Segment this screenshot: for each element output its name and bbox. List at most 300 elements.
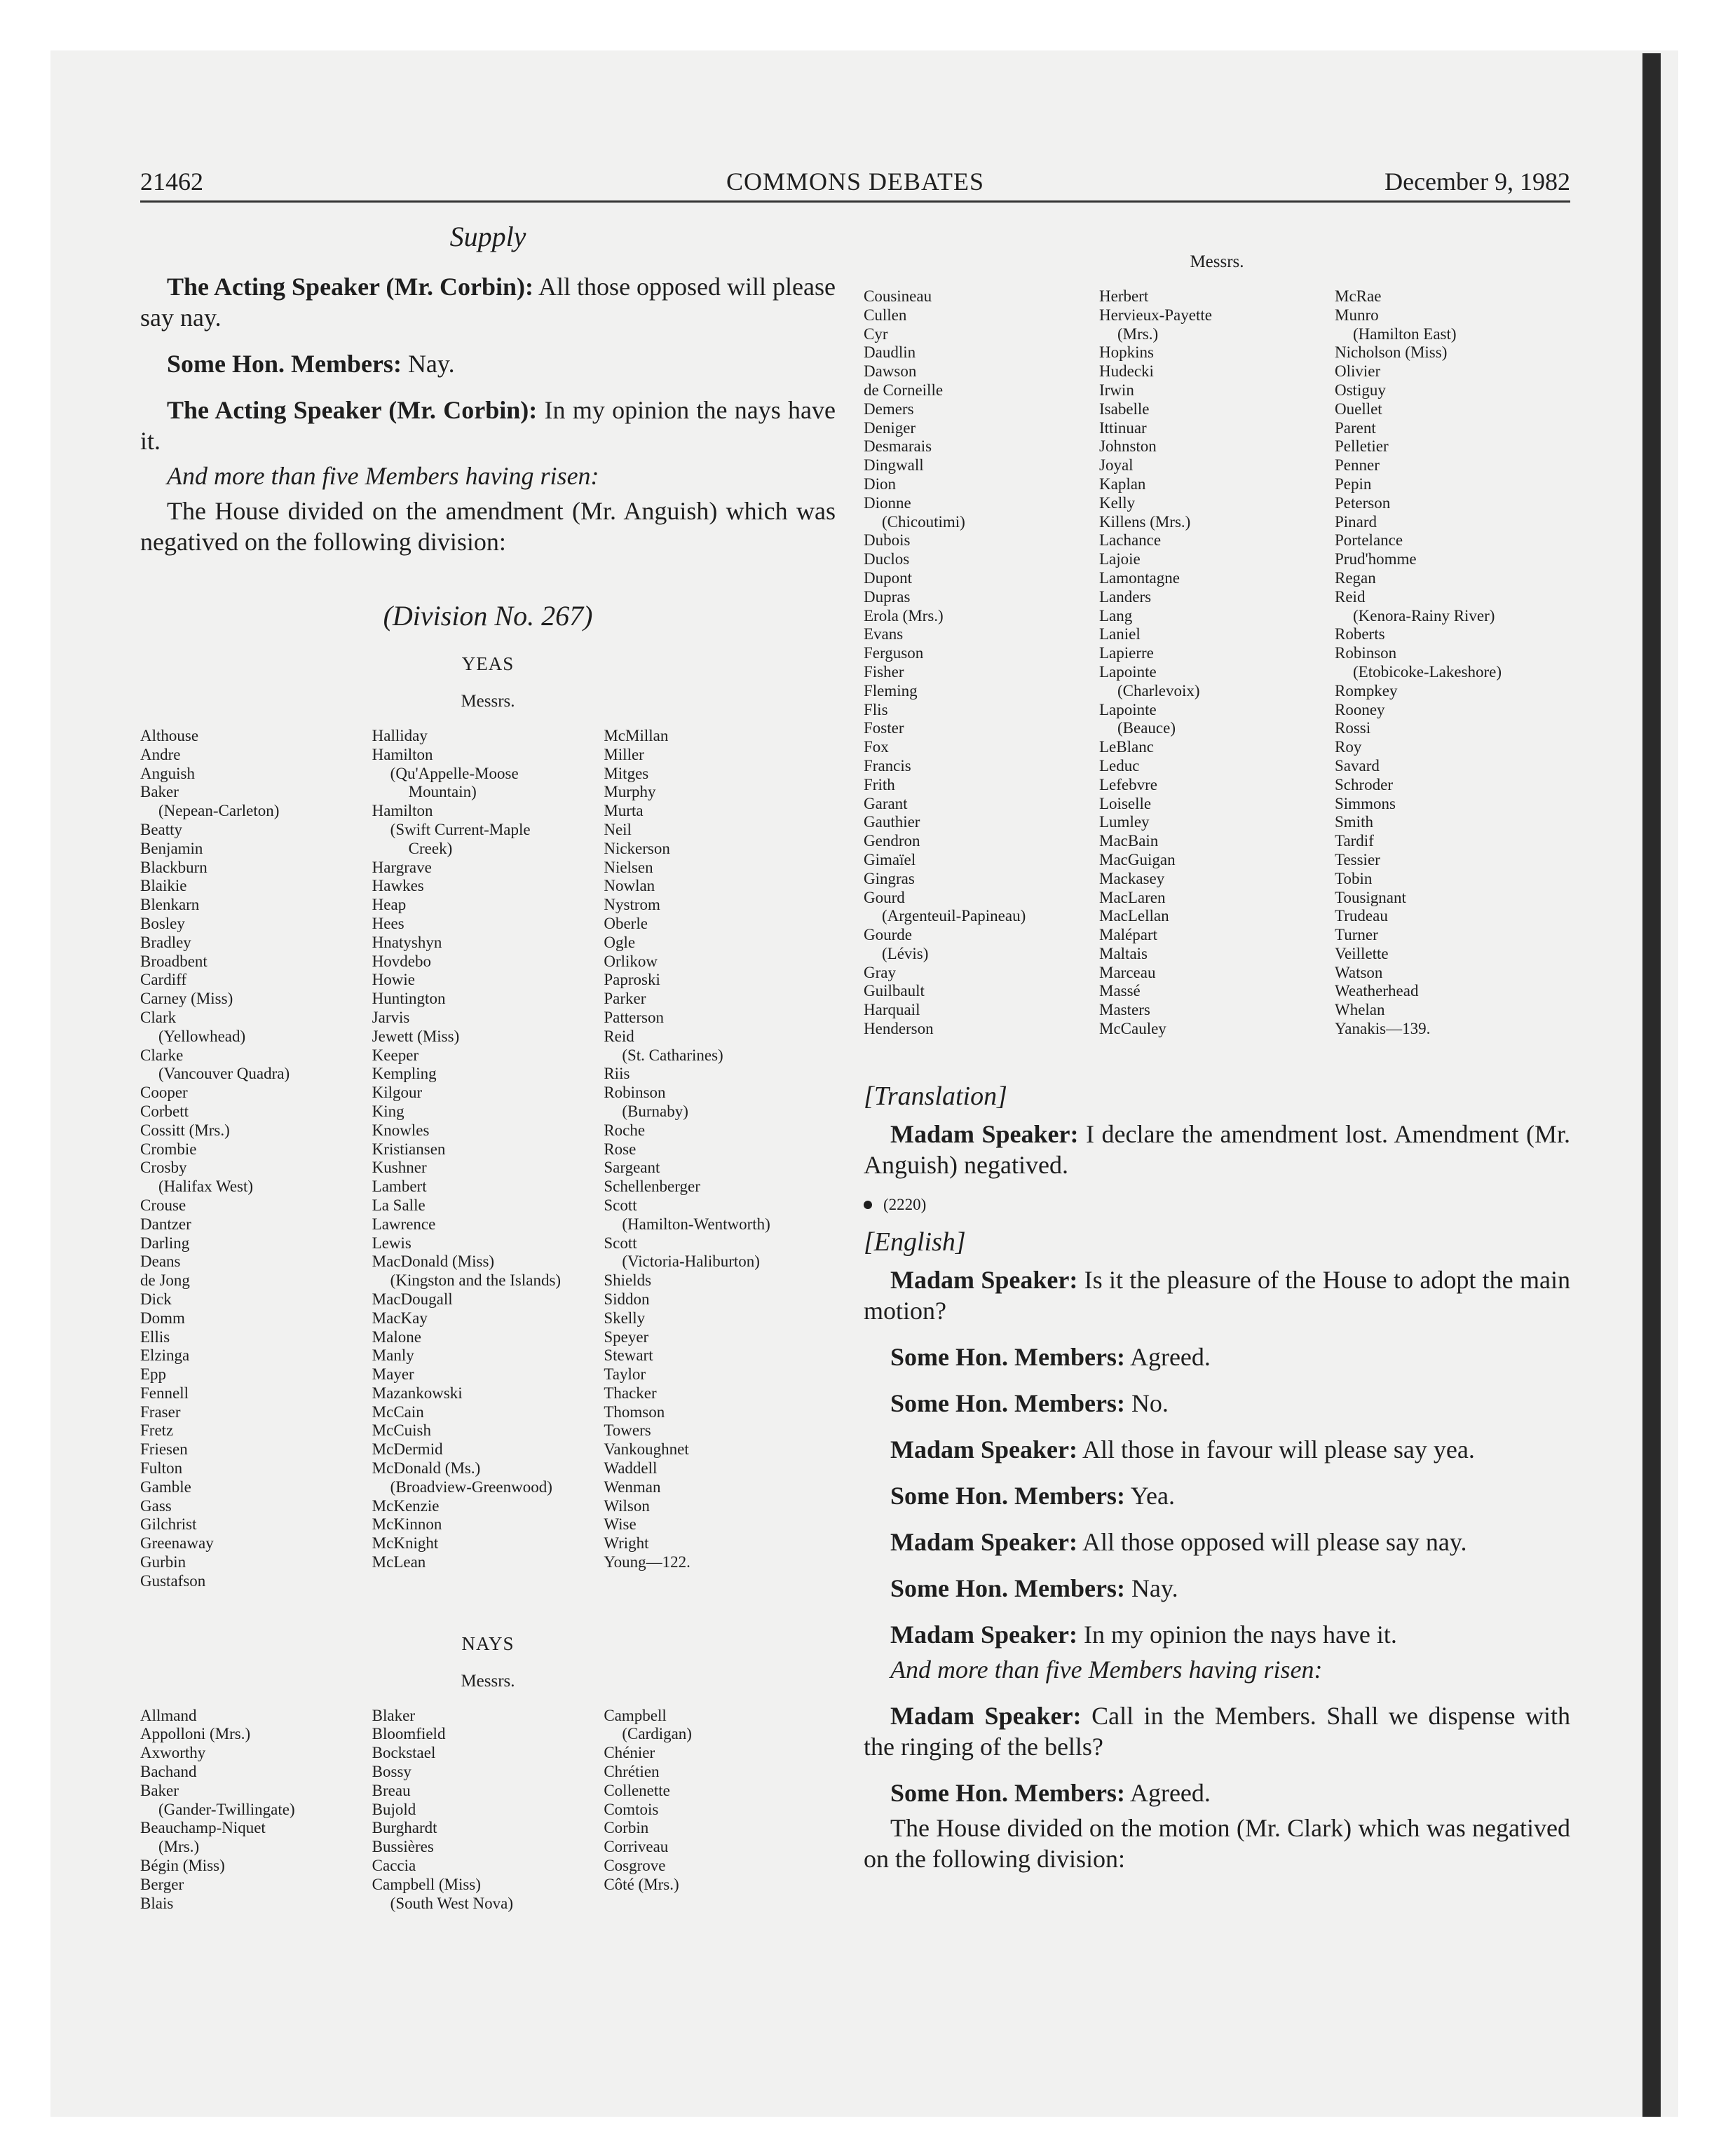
paragraph xyxy=(864,1119,1570,1180)
member-name: Laniel xyxy=(1099,625,1141,643)
member-name: Gass xyxy=(140,1496,172,1515)
name-column xyxy=(140,727,372,1591)
member-name: (Kingston and the Islands) xyxy=(390,1271,562,1290)
member-name: Allmand xyxy=(140,1706,197,1724)
member-name: Robinson xyxy=(604,1084,666,1102)
speech-text: Nay. xyxy=(401,350,455,378)
member-name: Gimaïel xyxy=(864,850,916,868)
member-name: McDermid xyxy=(372,1440,443,1459)
member-name: Tardif xyxy=(1335,832,1374,850)
yeas-heading: YEAS xyxy=(461,653,515,674)
speaker-name: Some Hon. Members: xyxy=(890,1389,1125,1417)
page-date: December 9, 1982 xyxy=(1384,168,1570,196)
member-name: Gourd xyxy=(864,888,905,906)
member-name: (Broadview-Greenwood) xyxy=(390,1478,552,1496)
member-name: Francis xyxy=(864,756,911,775)
speaker-name: Some Hon. Members: xyxy=(167,350,402,378)
member-name: (Hamilton-Wentworth) xyxy=(622,1215,770,1233)
member-name: McCauley xyxy=(1099,1020,1166,1038)
paragraph xyxy=(864,1619,1570,1650)
paragraph: The House divided on the motion (Mr. Clark) which was negatived on the following division: xyxy=(864,1813,1570,1873)
member-name: Althouse xyxy=(140,727,199,744)
member-name: Hovdebo xyxy=(372,952,431,970)
member-name: Munro xyxy=(1335,306,1379,324)
member-name: Speyer xyxy=(604,1328,649,1346)
member-name: Lambert xyxy=(372,1178,427,1196)
member-name: Pepin xyxy=(1335,475,1372,493)
member-name: Gurbin xyxy=(140,1553,186,1571)
member-name: Cardiff xyxy=(140,971,187,989)
member-name: Siddon xyxy=(604,1290,650,1308)
speech-text: All those in favour will please say yea. xyxy=(1077,1435,1475,1464)
speech-text: Nay. xyxy=(1124,1574,1178,1602)
member-name: Peterson xyxy=(1335,493,1391,512)
member-name: Fulton xyxy=(140,1459,183,1478)
name-column xyxy=(140,1707,372,1913)
member-name: Smith xyxy=(1335,813,1373,831)
member-name: Yanakis—139. xyxy=(1335,1020,1431,1038)
member-name: Towers xyxy=(604,1421,651,1440)
member-name: Hamilton xyxy=(372,802,433,820)
member-name: Weatherhead xyxy=(1335,982,1419,1000)
member-name: Erola (Mrs.) xyxy=(864,606,944,625)
member-name: Blaikie xyxy=(140,877,187,895)
stage-direction: And more than five Members having risen: xyxy=(167,462,599,490)
member-name: Miller xyxy=(604,745,644,763)
member-name: Cosgrove xyxy=(604,1857,666,1875)
member-name: McKinnon xyxy=(372,1515,442,1534)
member-name: Hnatyshyn xyxy=(372,933,442,951)
section-title: Supply xyxy=(449,221,526,252)
member-name: Desmarais xyxy=(864,437,932,456)
member-name: Kristiansen xyxy=(372,1140,446,1158)
page-header xyxy=(140,167,1570,202)
member-name: Manly xyxy=(372,1346,414,1365)
member-name: Mackasey xyxy=(1099,869,1165,887)
member-name: Reid xyxy=(1335,587,1366,606)
member-name: Kushner xyxy=(372,1159,427,1177)
member-name: Tessier xyxy=(1335,850,1380,868)
member-name: Isabelle xyxy=(1099,400,1150,418)
member-name: de Jong xyxy=(140,1271,190,1290)
stage-direction: And more than five Members having risen: xyxy=(890,1655,1323,1684)
member-name: (Beauce) xyxy=(1117,719,1176,737)
header-rule xyxy=(140,200,1570,203)
member-name: Turner xyxy=(1335,926,1378,944)
member-name: (St. Catharines) xyxy=(622,1046,723,1064)
paragraph xyxy=(864,1264,1570,1326)
name-column xyxy=(1099,287,1335,1039)
paragraph xyxy=(864,1778,1570,1808)
member-name: (Mrs.) xyxy=(158,1838,200,1856)
member-name: Veillette xyxy=(1335,944,1389,962)
member-name: (Charlevoix) xyxy=(1117,681,1200,700)
member-name: Ogle xyxy=(604,933,636,951)
member-name: (Cardigan) xyxy=(622,1725,692,1743)
member-name: Kaplan xyxy=(1099,475,1146,493)
member-name: Hargrave xyxy=(372,858,432,876)
speech-text: All those opposed will please say nay. xyxy=(140,273,836,332)
member-name: Cossitt (Mrs.) xyxy=(140,1121,230,1139)
member-name: Maltais xyxy=(1099,944,1148,962)
member-name: Wenman xyxy=(604,1478,661,1496)
member-name: Crouse xyxy=(140,1196,186,1214)
member-name: McKnight xyxy=(372,1534,439,1553)
member-name: (Qu'Appelle-Moose xyxy=(390,764,519,782)
speaker-name: Madam Speaker: xyxy=(890,1119,1079,1148)
member-name: Roberts xyxy=(1335,625,1385,643)
page-number: 21462 xyxy=(140,168,203,196)
member-name: Ittinuar xyxy=(1099,418,1147,437)
speaker-name: Some Hon. Members: xyxy=(890,1574,1125,1602)
member-name: Hervieux-Payette xyxy=(1099,306,1212,324)
member-name: Riis xyxy=(604,1065,630,1083)
member-name: Masters xyxy=(1099,1001,1150,1019)
member-name: Rompkey xyxy=(1335,681,1398,700)
member-name: Fennell xyxy=(140,1384,189,1402)
member-name: Nystrom xyxy=(604,896,660,914)
member-name: Lamontagne xyxy=(1099,568,1180,587)
messrs-heading: Messrs. xyxy=(461,1671,515,1691)
member-name: Lumley xyxy=(1099,813,1150,831)
member-name: Portelance xyxy=(1335,531,1403,550)
member-name: Marceau xyxy=(1099,963,1156,981)
member-name: Beatty xyxy=(140,820,183,838)
member-name: Jarvis xyxy=(372,1008,410,1026)
member-name: MacLellan xyxy=(1099,907,1169,925)
member-name: MacBain xyxy=(1099,832,1159,850)
member-name: Schroder xyxy=(1335,775,1394,793)
member-name: Paproski xyxy=(604,971,660,989)
member-name: Murphy xyxy=(604,783,656,801)
member-name: Greenaway xyxy=(140,1534,214,1553)
member-name: (Halifax West) xyxy=(158,1178,254,1196)
member-name: Roche xyxy=(604,1121,646,1139)
member-name: Bussières xyxy=(372,1838,434,1856)
member-name: Gray xyxy=(864,963,896,981)
member-name: Anguish xyxy=(140,764,195,782)
member-name: Fraser xyxy=(140,1403,181,1421)
member-name: Killens (Mrs.) xyxy=(1099,512,1191,531)
member-name: Breau xyxy=(372,1781,411,1799)
division-title: (Division No. 267) xyxy=(383,600,593,632)
member-name: Hees xyxy=(372,914,404,932)
member-name: Wilson xyxy=(604,1496,650,1515)
member-name: Lefebvre xyxy=(1099,775,1157,793)
member-name: Mountain) xyxy=(408,783,477,801)
member-name: Irwin xyxy=(1099,381,1134,399)
member-name: Nickerson xyxy=(604,839,670,857)
member-name: Ouellet xyxy=(1335,400,1382,418)
speech-text: Yea. xyxy=(1124,1481,1175,1510)
member-name: Campbell (Miss) xyxy=(372,1875,481,1893)
member-name: LeBlanc xyxy=(1099,738,1154,756)
time-marker xyxy=(864,1196,1570,1214)
member-name: Fretz xyxy=(140,1421,174,1440)
speaker-name: The Acting Speaker (Mr. Corbin): xyxy=(167,396,538,424)
member-name: Flis xyxy=(864,700,888,718)
member-name: Thomson xyxy=(604,1403,665,1421)
member-name: Roy xyxy=(1335,738,1362,756)
member-name: (Swift Current-Maple xyxy=(390,820,531,838)
member-name: Pelletier xyxy=(1335,437,1389,456)
member-name: Bujold xyxy=(372,1800,416,1818)
member-name: Epp xyxy=(140,1365,167,1384)
member-name: Taylor xyxy=(604,1365,646,1384)
member-name: Axworthy xyxy=(140,1744,206,1762)
member-name: Nowlan xyxy=(604,877,655,895)
member-name: Burghardt xyxy=(372,1819,437,1837)
name-column xyxy=(604,1707,836,1913)
name-column xyxy=(864,287,1099,1039)
speaker-name: Some Hon. Members: xyxy=(890,1342,1125,1371)
member-name: McKenzie xyxy=(372,1496,440,1515)
member-name: Howie xyxy=(372,971,415,989)
member-name: Tousignant xyxy=(1335,888,1406,906)
member-name: Landers xyxy=(1099,587,1152,606)
member-name: Mayer xyxy=(372,1365,414,1384)
member-name: Lapointe xyxy=(1099,700,1157,718)
member-name: Hamilton xyxy=(372,745,433,763)
member-name: Corbin xyxy=(604,1819,649,1837)
speaker-name: Madam Speaker: xyxy=(890,1265,1078,1294)
member-name: Regan xyxy=(1335,568,1376,587)
yeas-list xyxy=(140,727,836,1591)
member-name: McMillan xyxy=(604,727,669,744)
speech-text: Agreed. xyxy=(1124,1778,1211,1807)
member-name: Gamble xyxy=(140,1478,191,1496)
member-name: Hudecki xyxy=(1099,362,1154,381)
member-name: Ostiguy xyxy=(1335,381,1386,399)
member-name: Bégin (Miss) xyxy=(140,1857,225,1875)
member-name: Duclos xyxy=(864,550,910,568)
member-name: Corriveau xyxy=(604,1838,669,1856)
member-name: Dantzer xyxy=(140,1215,191,1233)
member-name: Cullen xyxy=(864,306,907,324)
member-name: Fox xyxy=(864,738,889,756)
member-name: Thacker xyxy=(604,1384,657,1402)
member-name: Clarke xyxy=(140,1046,184,1064)
english-label: [English] xyxy=(864,1227,966,1257)
member-name: Nielsen xyxy=(604,858,653,876)
paragraph xyxy=(864,1342,1570,1372)
member-name: McRae xyxy=(1335,287,1382,305)
member-name: Vankoughnet xyxy=(604,1440,689,1459)
nays-list-continued xyxy=(864,287,1570,1039)
member-name: (Kenora-Rainy River) xyxy=(1353,606,1495,625)
member-name: Elzinga xyxy=(140,1346,190,1365)
messrs-heading: Messrs. xyxy=(1190,252,1244,271)
member-name: Benjamin xyxy=(140,839,203,857)
member-name: Parent xyxy=(1335,418,1376,437)
speech-text: I declare the amendment lost. Amendment (Mr. Anguish) negatived. xyxy=(864,1119,1570,1179)
member-name: Young—122. xyxy=(604,1553,690,1571)
nays-heading: NAYS xyxy=(461,1632,515,1654)
member-name: Orlikow xyxy=(604,952,658,970)
member-name: Hawkes xyxy=(372,877,424,895)
member-name: Cooper xyxy=(140,1084,188,1102)
member-name: Malone xyxy=(372,1328,421,1346)
member-name: Evans xyxy=(864,625,904,643)
member-name: Kelly xyxy=(1099,493,1136,512)
member-name: McLean xyxy=(372,1553,426,1571)
member-name: Mazankowski xyxy=(372,1384,463,1402)
member-name: Johnston xyxy=(1099,437,1157,456)
member-name: Shields xyxy=(604,1271,652,1290)
speech-text: In my opinion the nays have it. xyxy=(1077,1620,1397,1649)
member-name: Lewis xyxy=(372,1234,411,1252)
member-name: Bosley xyxy=(140,914,185,932)
member-name: Campbell xyxy=(604,1706,667,1724)
member-name: Harquail xyxy=(864,1001,920,1019)
member-name: Huntington xyxy=(372,990,446,1008)
member-name: Knowles xyxy=(372,1121,430,1139)
member-name: Frith xyxy=(864,775,895,793)
member-name: Simmons xyxy=(1335,794,1396,812)
member-name: Bradley xyxy=(140,933,191,951)
paragraph xyxy=(864,1480,1570,1511)
member-name: Darling xyxy=(140,1234,190,1252)
member-name: Andre xyxy=(140,745,181,763)
member-name: Daudlin xyxy=(864,343,916,362)
member-name: Neil xyxy=(604,820,632,838)
speaker-name: Madam Speaker: xyxy=(890,1701,1082,1730)
member-name: Cyr xyxy=(864,325,888,343)
member-name: Patterson xyxy=(604,1008,664,1026)
member-name: Pinard xyxy=(1335,512,1377,531)
translation-label: [Translation] xyxy=(864,1081,1007,1111)
member-name: Lapointe xyxy=(1099,662,1157,681)
member-name: Keeper xyxy=(372,1046,419,1064)
member-name: Hopkins xyxy=(1099,343,1154,362)
member-name: de Corneille xyxy=(864,381,944,399)
member-name: Jewett (Miss) xyxy=(372,1027,460,1045)
member-name: Comtois xyxy=(604,1800,659,1818)
member-name: Robinson xyxy=(1335,644,1397,662)
member-name: Sargeant xyxy=(604,1159,660,1177)
member-name: Broadbent xyxy=(140,952,207,970)
member-name: McCuish xyxy=(372,1421,432,1440)
member-name: Ellis xyxy=(140,1328,170,1346)
member-name: Bossy xyxy=(372,1763,411,1781)
speaker-name: Madam Speaker: xyxy=(890,1527,1077,1556)
member-name: Savard xyxy=(1335,756,1380,775)
member-name: (Burnaby) xyxy=(622,1102,688,1120)
member-name: Blais xyxy=(140,1894,174,1912)
member-name: (Vancouver Quadra) xyxy=(158,1065,290,1083)
member-name: Berger xyxy=(140,1875,184,1893)
paragraph xyxy=(864,1527,1570,1557)
member-name: Fleming xyxy=(864,681,918,700)
member-name: Creek) xyxy=(408,839,453,857)
left-column xyxy=(140,210,836,1913)
member-name: Deans xyxy=(140,1253,181,1271)
member-name: Gauthier xyxy=(864,813,920,831)
member-name: Carney (Miss) xyxy=(140,990,233,1008)
member-name: Crosby xyxy=(140,1159,187,1177)
member-name: Ferguson xyxy=(864,644,924,662)
paragraph xyxy=(140,395,836,456)
member-name: MacGuigan xyxy=(1099,850,1176,868)
member-name: Baker xyxy=(140,1781,179,1799)
speaker-name: Some Hon. Members: xyxy=(890,1481,1125,1510)
member-name: Chénier xyxy=(604,1744,655,1762)
member-name: Dionne xyxy=(864,493,911,512)
time-stamp: (2220) xyxy=(883,1195,927,1213)
speaker-name: Some Hon. Members: xyxy=(890,1778,1125,1807)
member-name: Mitges xyxy=(604,764,649,782)
right-column xyxy=(864,210,1570,1890)
speech-text: In my opinion the nays have it. xyxy=(140,396,836,455)
member-name: (Yellowhead) xyxy=(158,1027,246,1045)
paragraph: The House divided on the amendment (Mr. Anguish) which was negatived on the following division: xyxy=(140,497,836,556)
member-name: Chrétien xyxy=(604,1763,660,1781)
paragraph xyxy=(864,1434,1570,1465)
member-name: Clark xyxy=(140,1008,177,1026)
member-name: Foster xyxy=(864,719,904,737)
member-name: MacDougall xyxy=(372,1290,453,1308)
member-name: (Gander-Twillingate) xyxy=(158,1800,295,1818)
member-name: McCain xyxy=(372,1403,424,1421)
bullet-icon xyxy=(864,1201,872,1209)
speech-text: Agreed. xyxy=(1124,1342,1211,1371)
member-name: Skelly xyxy=(604,1309,646,1327)
member-name: Trudeau xyxy=(1335,907,1388,925)
member-name: Lapierre xyxy=(1099,644,1154,662)
member-name: Bachand xyxy=(140,1763,197,1781)
member-name: Schellenberger xyxy=(604,1178,700,1196)
member-name: Beauchamp-Niquet xyxy=(140,1819,266,1837)
member-name: Stewart xyxy=(604,1346,653,1365)
speaker-name: Madam Speaker: xyxy=(890,1620,1077,1649)
speech-text: Is it the pleasure of the House to adopt the main motion? xyxy=(864,1265,1570,1325)
name-column xyxy=(372,727,604,1591)
member-name: McDonald (Ms.) xyxy=(372,1459,481,1478)
member-name: Demers xyxy=(864,400,914,418)
member-name: Deniger xyxy=(864,418,916,437)
member-name: Garant xyxy=(864,794,908,812)
member-name: Rossi xyxy=(1335,719,1371,737)
member-name: Caccia xyxy=(372,1857,416,1875)
member-name: Domm xyxy=(140,1309,185,1327)
member-name: (Victoria-Haliburton) xyxy=(622,1253,760,1271)
member-name: Wright xyxy=(604,1534,649,1553)
name-column xyxy=(372,1707,604,1913)
speaker-name: Madam Speaker: xyxy=(890,1435,1077,1464)
member-name: Tobin xyxy=(1335,869,1373,887)
member-name: Massé xyxy=(1099,982,1141,1000)
member-name: Blaker xyxy=(372,1706,415,1724)
member-name: Baker xyxy=(140,783,179,801)
member-name: (Nepean-Carleton) xyxy=(158,802,280,820)
member-name: Friesen xyxy=(140,1440,188,1459)
member-name: Olivier xyxy=(1335,362,1381,381)
member-name: King xyxy=(372,1102,404,1120)
member-name: Penner xyxy=(1335,456,1380,475)
member-name: Parker xyxy=(604,990,646,1008)
member-name: Reid xyxy=(604,1027,634,1045)
member-name: Dick xyxy=(140,1290,172,1308)
member-name: Kilgour xyxy=(372,1084,423,1102)
member-name: Wise xyxy=(604,1515,637,1534)
member-name: Gingras xyxy=(864,869,915,887)
member-name: Henderson xyxy=(864,1020,934,1038)
speech-text: All those opposed will please say nay. xyxy=(1077,1527,1467,1556)
member-name: Cousineau xyxy=(864,287,932,305)
member-name: Kempling xyxy=(372,1065,437,1083)
member-name: Dupont xyxy=(864,568,912,587)
paragraph xyxy=(864,1388,1570,1419)
